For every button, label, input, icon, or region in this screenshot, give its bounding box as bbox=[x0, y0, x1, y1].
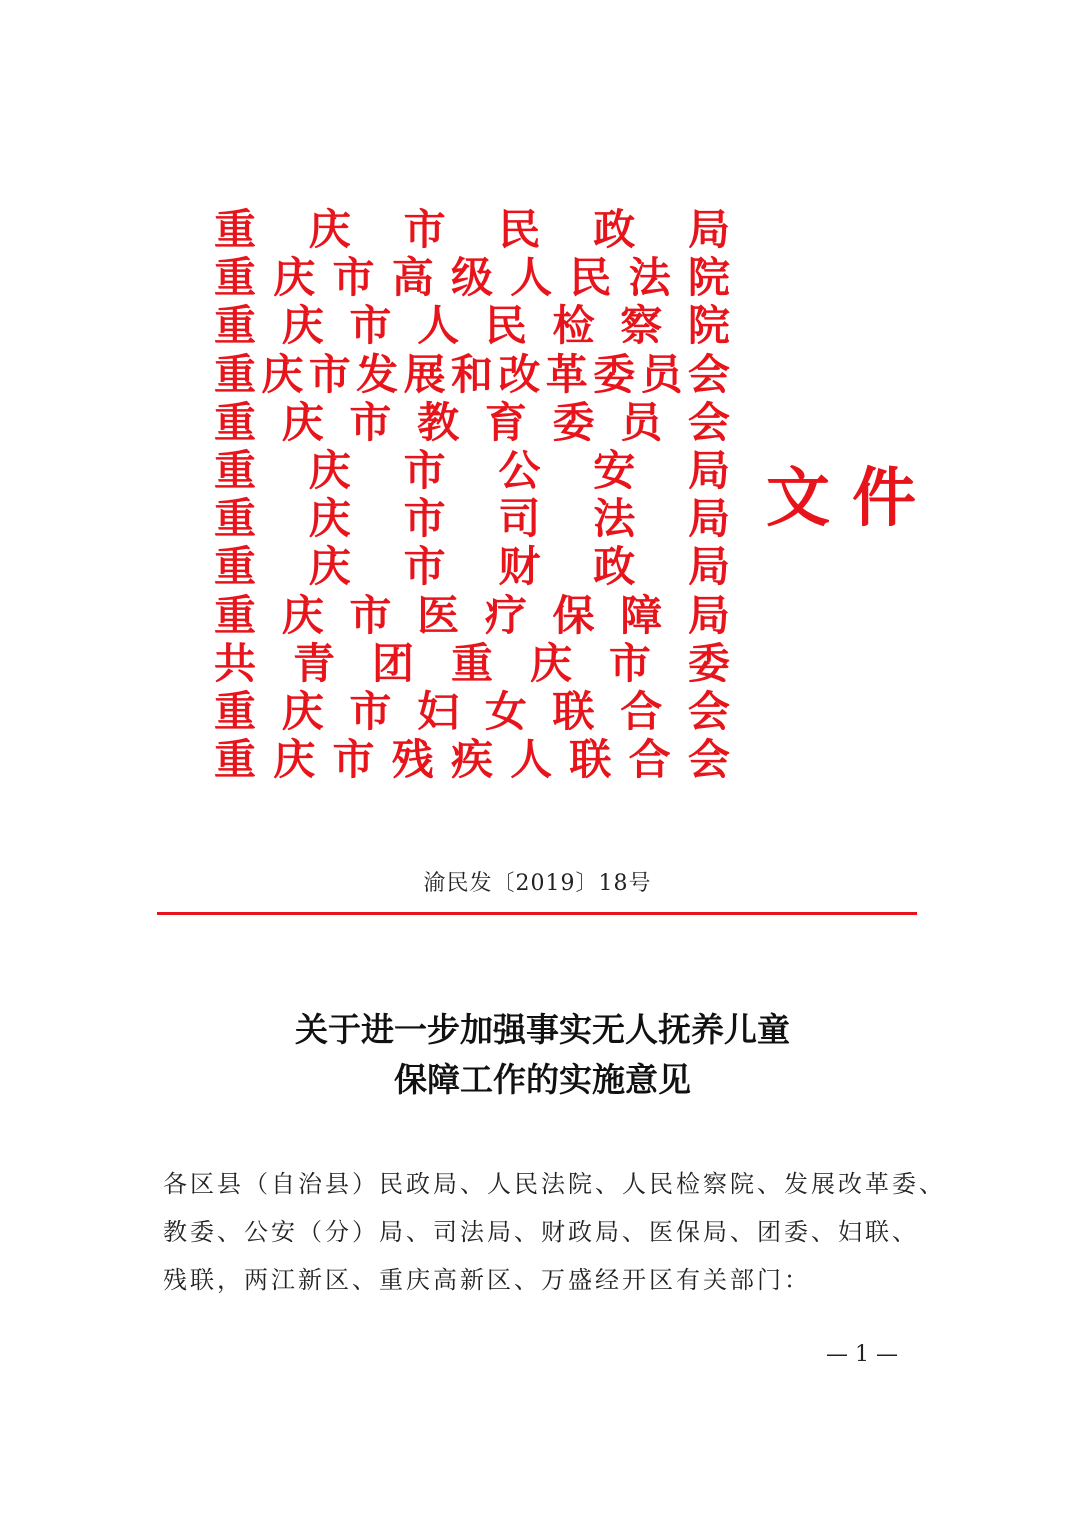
red-divider-line bbox=[157, 912, 917, 915]
issuing-agency: 重 庆 市 教 育 委 员 会 bbox=[214, 397, 730, 447]
page-number: — 1 — bbox=[826, 1342, 898, 1367]
document-title-line-1: 关于进一步加强事实无人抚养儿童 bbox=[295, 1010, 790, 1049]
document-number: 渝民发〔2019〕18号 bbox=[423, 871, 652, 896]
issuing-agency: 重 庆 市 高 级 人 民 法 院 bbox=[214, 253, 730, 303]
issuing-agency: 重 庆 市 人 民 检 察 院 bbox=[214, 301, 730, 351]
issuing-agencies-list bbox=[214, 206, 730, 784]
issuing-agency: 重 庆 市 司 法 局 bbox=[214, 494, 730, 544]
issuing-agency: 重 庆 市 妇 女 联 合 会 bbox=[214, 686, 730, 736]
document-label: 文件 bbox=[766, 461, 938, 536]
addressee-line-3: 残联，两江新区、重庆高新区、万盛经开区有关部门： bbox=[163, 1266, 811, 1294]
issuing-agency: 重 庆 市 医 疗 保 障 局 bbox=[214, 590, 730, 640]
addressee-paragraph bbox=[163, 1160, 946, 1304]
document-title-line-2: 保障工作的实施意见 bbox=[394, 1060, 691, 1099]
addressee-line-1: 各区县（自治县）民政局、人民法院、人民检察院、发展改革委、 bbox=[163, 1170, 946, 1198]
issuing-agency: 重 庆 市 发 展 和 改 革 委 员 会 bbox=[214, 349, 730, 399]
addressee-line-2: 教委、公安（分）局、司法局、财政局、医保局、团委、妇联、 bbox=[163, 1218, 919, 1246]
issuing-agency: 共 青 团 重 庆 市 委 bbox=[214, 638, 730, 688]
issuing-agency: 重 庆 市 财 政 局 bbox=[214, 542, 730, 592]
issuing-agency: 重 庆 市 公 安 局 bbox=[214, 445, 730, 495]
issuing-agency: 重 庆 市 民 政 局 bbox=[214, 205, 730, 254]
issuing-agency: 重 庆 市 残 疾 人 联 合 会 bbox=[214, 735, 730, 785]
